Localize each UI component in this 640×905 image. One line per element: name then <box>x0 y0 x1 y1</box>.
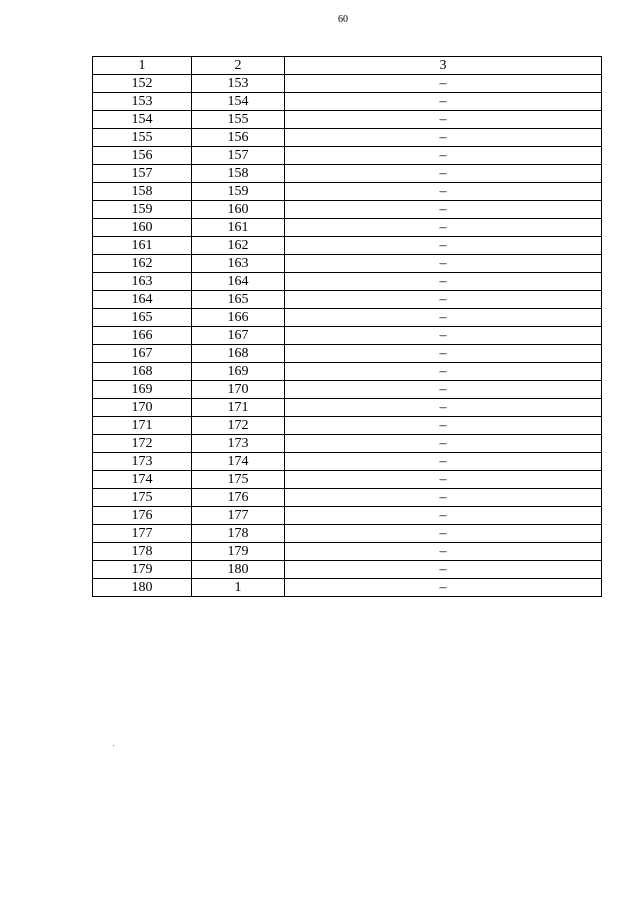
table-row <box>93 579 602 597</box>
table-body <box>93 75 602 597</box>
table-cell-col-2: 161 <box>192 219 285 237</box>
table-cell-col-2: 179 <box>192 543 285 561</box>
table-cell-col-3: – <box>285 417 602 435</box>
table-cell-col-2: 174 <box>192 453 285 471</box>
table-cell-col-1: 154 <box>93 111 192 129</box>
table-cell-col-3: – <box>285 561 602 579</box>
table-cell-col-3: – <box>285 309 602 327</box>
table-cell-col-1: 174 <box>93 471 192 489</box>
table-cell-col-1: 156 <box>93 147 192 165</box>
page-number: 60 <box>338 14 348 25</box>
table-cell-col-2: 172 <box>192 417 285 435</box>
table-cell-col-3: – <box>285 399 602 417</box>
table-row <box>93 399 602 417</box>
table-cell-col-2: 153 <box>192 75 285 93</box>
table-cell-col-2: 168 <box>192 345 285 363</box>
table-cell-col-2: 170 <box>192 381 285 399</box>
table-cell-col-3: – <box>285 507 602 525</box>
table-cell-col-1: 176 <box>93 507 192 525</box>
table-cell-col-2: 169 <box>192 363 285 381</box>
table-cell-col-2: 180 <box>192 561 285 579</box>
table-cell-col-2: 156 <box>192 129 285 147</box>
column-header-3: 3 <box>285 57 602 75</box>
table-cell-col-2: 162 <box>192 237 285 255</box>
table-cell-col-3: – <box>285 543 602 561</box>
table-row <box>93 471 602 489</box>
table-cell-col-1: 159 <box>93 201 192 219</box>
table-row <box>93 489 602 507</box>
table-cell-col-1: 171 <box>93 417 192 435</box>
table-row <box>93 201 602 219</box>
table-cell-col-2: 165 <box>192 291 285 309</box>
table-row <box>93 291 602 309</box>
table-cell-col-2: 167 <box>192 327 285 345</box>
table-cell-col-2: 157 <box>192 147 285 165</box>
table-row <box>93 561 602 579</box>
table-row <box>93 543 602 561</box>
table-row <box>93 381 602 399</box>
table-cell-col-2: 177 <box>192 507 285 525</box>
table-cell-col-3: – <box>285 273 602 291</box>
table-cell-col-1: 167 <box>93 345 192 363</box>
table-cell-col-2: 178 <box>192 525 285 543</box>
table-cell-col-3: – <box>285 93 602 111</box>
table-cell-col-1: 162 <box>93 255 192 273</box>
table-cell-col-1: 178 <box>93 543 192 561</box>
table-cell-col-3: – <box>285 471 602 489</box>
table-cell-col-2: 176 <box>192 489 285 507</box>
table-row <box>93 111 602 129</box>
table-cell-col-1: 164 <box>93 291 192 309</box>
table-cell-col-1: 163 <box>93 273 192 291</box>
table-row <box>93 255 602 273</box>
table-cell-col-3: – <box>285 381 602 399</box>
table-row <box>93 525 602 543</box>
table-cell-col-1: 160 <box>93 219 192 237</box>
stray-dot <box>113 745 114 746</box>
table-cell-col-3: – <box>285 75 602 93</box>
table-cell-col-1: 157 <box>93 165 192 183</box>
table-cell-col-3: – <box>285 579 602 597</box>
table-row <box>93 75 602 93</box>
table-row <box>93 327 602 345</box>
table-cell-col-1: 152 <box>93 75 192 93</box>
table-row <box>93 273 602 291</box>
table-cell-col-1: 166 <box>93 327 192 345</box>
table-row <box>93 165 602 183</box>
column-header-1: 1 <box>93 57 192 75</box>
table-cell-col-1: 177 <box>93 525 192 543</box>
table-cell-col-1: 168 <box>93 363 192 381</box>
table-cell-col-3: – <box>285 291 602 309</box>
table-cell-col-3: – <box>285 363 602 381</box>
table-cell-col-1: 179 <box>93 561 192 579</box>
table-cell-col-2: 164 <box>192 273 285 291</box>
table-cell-col-1: 161 <box>93 237 192 255</box>
table-cell-col-3: – <box>285 111 602 129</box>
table-row <box>93 129 602 147</box>
table-cell-col-3: – <box>285 219 602 237</box>
table-cell-col-1: 180 <box>93 579 192 597</box>
table-cell-col-1: 173 <box>93 453 192 471</box>
table-cell-col-3: – <box>285 435 602 453</box>
table-row <box>93 453 602 471</box>
table-row <box>93 507 602 525</box>
table-cell-col-3: – <box>285 327 602 345</box>
table-cell-col-3: – <box>285 237 602 255</box>
table-row <box>93 309 602 327</box>
table-cell-col-1: 155 <box>93 129 192 147</box>
table-row <box>93 417 602 435</box>
table-cell-col-3: – <box>285 453 602 471</box>
column-header-2: 2 <box>192 57 285 75</box>
table-cell-col-1: 165 <box>93 309 192 327</box>
table-cell-col-1: 170 <box>93 399 192 417</box>
table-cell-col-3: – <box>285 147 602 165</box>
table-cell-col-2: 154 <box>192 93 285 111</box>
table-cell-col-2: 166 <box>192 309 285 327</box>
table-row <box>93 93 602 111</box>
table-cell-col-1: 153 <box>93 93 192 111</box>
table-cell-col-2: 163 <box>192 255 285 273</box>
table-cell-col-3: – <box>285 345 602 363</box>
data-table <box>92 56 602 597</box>
table-cell-col-2: 158 <box>192 165 285 183</box>
table-cell-col-3: – <box>285 255 602 273</box>
table-cell-col-3: – <box>285 489 602 507</box>
table-header <box>93 57 602 75</box>
table-cell-col-2: 1 <box>192 579 285 597</box>
table-cell-col-2: 155 <box>192 111 285 129</box>
table-cell-col-3: – <box>285 183 602 201</box>
table-cell-col-2: 171 <box>192 399 285 417</box>
table-cell-col-2: 159 <box>192 183 285 201</box>
table-row <box>93 147 602 165</box>
table-row <box>93 219 602 237</box>
table-cell-col-3: – <box>285 201 602 219</box>
table-cell-col-1: 172 <box>93 435 192 453</box>
table-header-row <box>93 57 602 75</box>
table-cell-col-1: 175 <box>93 489 192 507</box>
table-cell-col-3: – <box>285 525 602 543</box>
table-cell-col-3: – <box>285 129 602 147</box>
table-row <box>93 237 602 255</box>
table-row <box>93 345 602 363</box>
table-row <box>93 183 602 201</box>
table-cell-col-2: 175 <box>192 471 285 489</box>
table-cell-col-1: 158 <box>93 183 192 201</box>
table-cell-col-1: 169 <box>93 381 192 399</box>
table-row <box>93 435 602 453</box>
table-cell-col-3: – <box>285 165 602 183</box>
table-cell-col-2: 160 <box>192 201 285 219</box>
table-row <box>93 363 602 381</box>
table-cell-col-2: 173 <box>192 435 285 453</box>
